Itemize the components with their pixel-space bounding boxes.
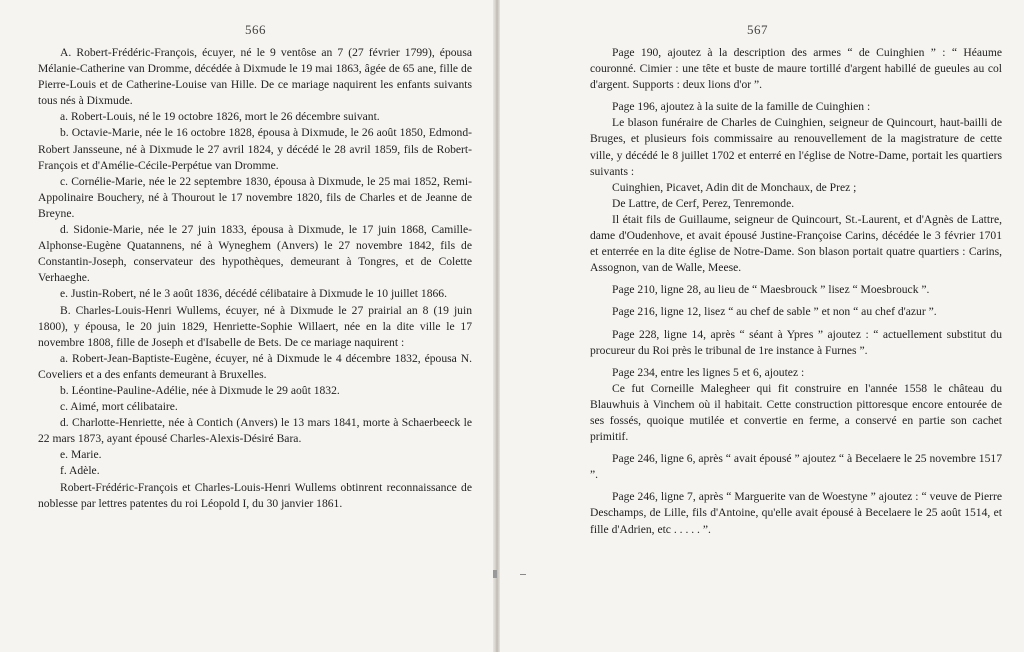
right-page bbox=[500, 0, 1024, 652]
paragraph: Page 216, ligne 12, lisez “ au chef de sable ” et non “ au chef d'azur ”. bbox=[612, 305, 937, 319]
paragraph: d. Sidonie-Marie, née le 27 juin 1833, épousa à Dixmude, le 17 juin 1868, Camille-Alphonse-Eugène Quatannens, né à Wyneghem (Anvers) le 27 novembre 1842, fils de Constantin-Joseph, conservateur des hypothèques, demeurant à Tongres, et de Colette Verhaeghe. bbox=[38, 223, 472, 285]
paragraph: Page 246, ligne 7, après “ Marguerite van de Woestyne ” ajoutez : “ veuve de Pierre Deschamps, de Lille, fils d'Antoine, qu'elle avait épousé à Becelaere le 25 août 1514, et fille d'Adrien, etc . . . . . ”. bbox=[590, 490, 1002, 536]
quartiers-line: Cuinghien, Picavet, Adin dit de Monchaux, de Prez ; bbox=[612, 180, 857, 194]
paragraph: Le blason funéraire de Charles de Cuinghien, seigneur de Quincourt, haut-bailli de Bruges, et plusieurs fois commissaire au renouvellement de la magistrature de cette ville, y décédé le 8 juillet 1702 et enterré en l'église de Notre-Dame, portait les quartiers suivants : bbox=[590, 116, 1002, 178]
page-number-right: 567 bbox=[747, 22, 768, 37]
paragraph: Page 246, ligne 6, après “ avait épousé ” ajoutez “ à Becelaere le 25 novembre 1517 ”. bbox=[590, 452, 1002, 482]
paragraph: f. Adèle. bbox=[60, 464, 100, 478]
paragraph: B. Charles-Louis-Henri Wullems, écuyer, né à Dixmude le 27 prairial an 8 (19 juin 1800), y épousa, le 20 juin 1829, Henriette-Sophie Willaert, née en la dite ville le 17 novembre 1808, fille de Joseph et d'Isabelle de Bets. De ce mariage naquirent : bbox=[38, 303, 472, 349]
paragraph: c. Aimé, mort célibataire. bbox=[60, 400, 178, 414]
paragraph: a. Robert-Jean-Baptiste-Eugène, écuyer, né à Dixmude le 4 décembre 1832, épousa N. Coveliers et a des enfants demeurant à Bruxelles. bbox=[38, 351, 472, 381]
paragraph: e. Marie. bbox=[60, 448, 102, 462]
paragraph: d. Charlotte-Henriette, née à Contich (Anvers) le 13 mars 1841, morte à Schaerbeeck le 22 mars 1873, ayant épousé Charles-Alexis-Désiré Bara. bbox=[38, 416, 472, 446]
paragraph: A. Robert-Frédéric-François, écuyer, né le 9 ventôse an 7 (27 février 1799), épousa Mélanie-Catherine van Dromme, décédée à Dixmude le 19 mai 1863, âgée de 65 ane, fille de Pierre-Louis et de Catherine-Louise van Hille. De ce mariage naquirent les enfants suivants tous nés à Dixmude. bbox=[38, 46, 472, 108]
paragraph: Page 234, entre les lignes 5 et 6, ajoutez : bbox=[612, 365, 805, 379]
left-page bbox=[0, 0, 496, 652]
paragraph: c. Cornélie-Marie, née le 22 septembre 1830, épousa à Dixmude, le 25 mai 1852, Remi-Appolinaire Bouchery, né à Thourout le 17 novembre 1820, fils de Charles et de Jeanne de Breyne. bbox=[38, 174, 472, 220]
paragraph: Page 190, ajoutez à la description des armes “ de Cuinghien ” : “ Héaume couronné. Cimier : une tête et buste de maure tortillé d'argent habillé de gueules au col d'argent. Supports : deux lions d'or ”. bbox=[590, 46, 1002, 92]
quartiers-line: De Lattre, de Cerf, Perez, Tenremonde. bbox=[612, 196, 795, 210]
right-page-text bbox=[590, 45, 1002, 538]
paragraph: b. Octavie-Marie, née le 16 octobre 1828, épousa à Dixmude, le 26 août 1850, Edmond-Robert Jansseune, né à Dixmude le 27 avril 1824, y décédé le 28 avril 1859, fils de Robert-François et d'Amélie-Cécile-Perpétue van Dromme. bbox=[38, 126, 472, 172]
left-page-text bbox=[38, 45, 472, 512]
binding-mark bbox=[493, 570, 497, 578]
paragraph: Page 228, ligne 14, après “ séant à Ypres ” ajoutez : “ actuellement substitut du procureur du Roi près le tribunal de 1re instance à Furnes ”. bbox=[590, 327, 1002, 357]
paragraph: e. Justin-Robert, né le 3 août 1836, décédé célibataire à Dixmude le 10 juillet 1866. bbox=[60, 287, 447, 301]
paragraph: a. Robert-Louis, né le 19 octobre 1826, mort le 26 décembre suivant. bbox=[60, 110, 380, 124]
page-number-left: 566 bbox=[245, 22, 266, 37]
paragraph: Il était fils de Guillaume, seigneur de Quincourt, St.-Laurent, et d'Agnès de Lattre, dame d'Oudenhove, et avait épousé Justine-Françoise Carins, décédée le 3 février 1701 et enterrée en la dite église de Notre-Dame. Son blason portait quatre quartiers : Carins, Assognon, van de Walle, Meese. bbox=[590, 212, 1002, 275]
paragraph: Ce fut Corneille Malegheer qui fit construire en l'année 1558 le château du Blauwhuis à Vinchem où il habitait. Cette construction pittoresque encore entourée de ses fossés, quoique mutilée et convertie en ferme, a conservé en partie son cachet primitif. bbox=[590, 381, 1002, 444]
page-dash-mark bbox=[520, 574, 526, 575]
paragraph: Robert-Frédéric-François et Charles-Louis-Henri Wullems obtinrent reconnaissance de noblesse par lettres patentes du roi Léopold I, du 30 janvier 1861. bbox=[38, 480, 472, 510]
book-gutter bbox=[493, 0, 500, 652]
paragraph: Page 196, ajoutez à la suite de la famille de Cuinghien : bbox=[612, 100, 871, 114]
paragraph: Page 210, ligne 28, au lieu de “ Maesbrouck ” lisez “ Moesbrouck ”. bbox=[612, 283, 930, 297]
paragraph: b. Léontine-Pauline-Adélie, née à Dixmude le 29 août 1832. bbox=[60, 383, 340, 397]
